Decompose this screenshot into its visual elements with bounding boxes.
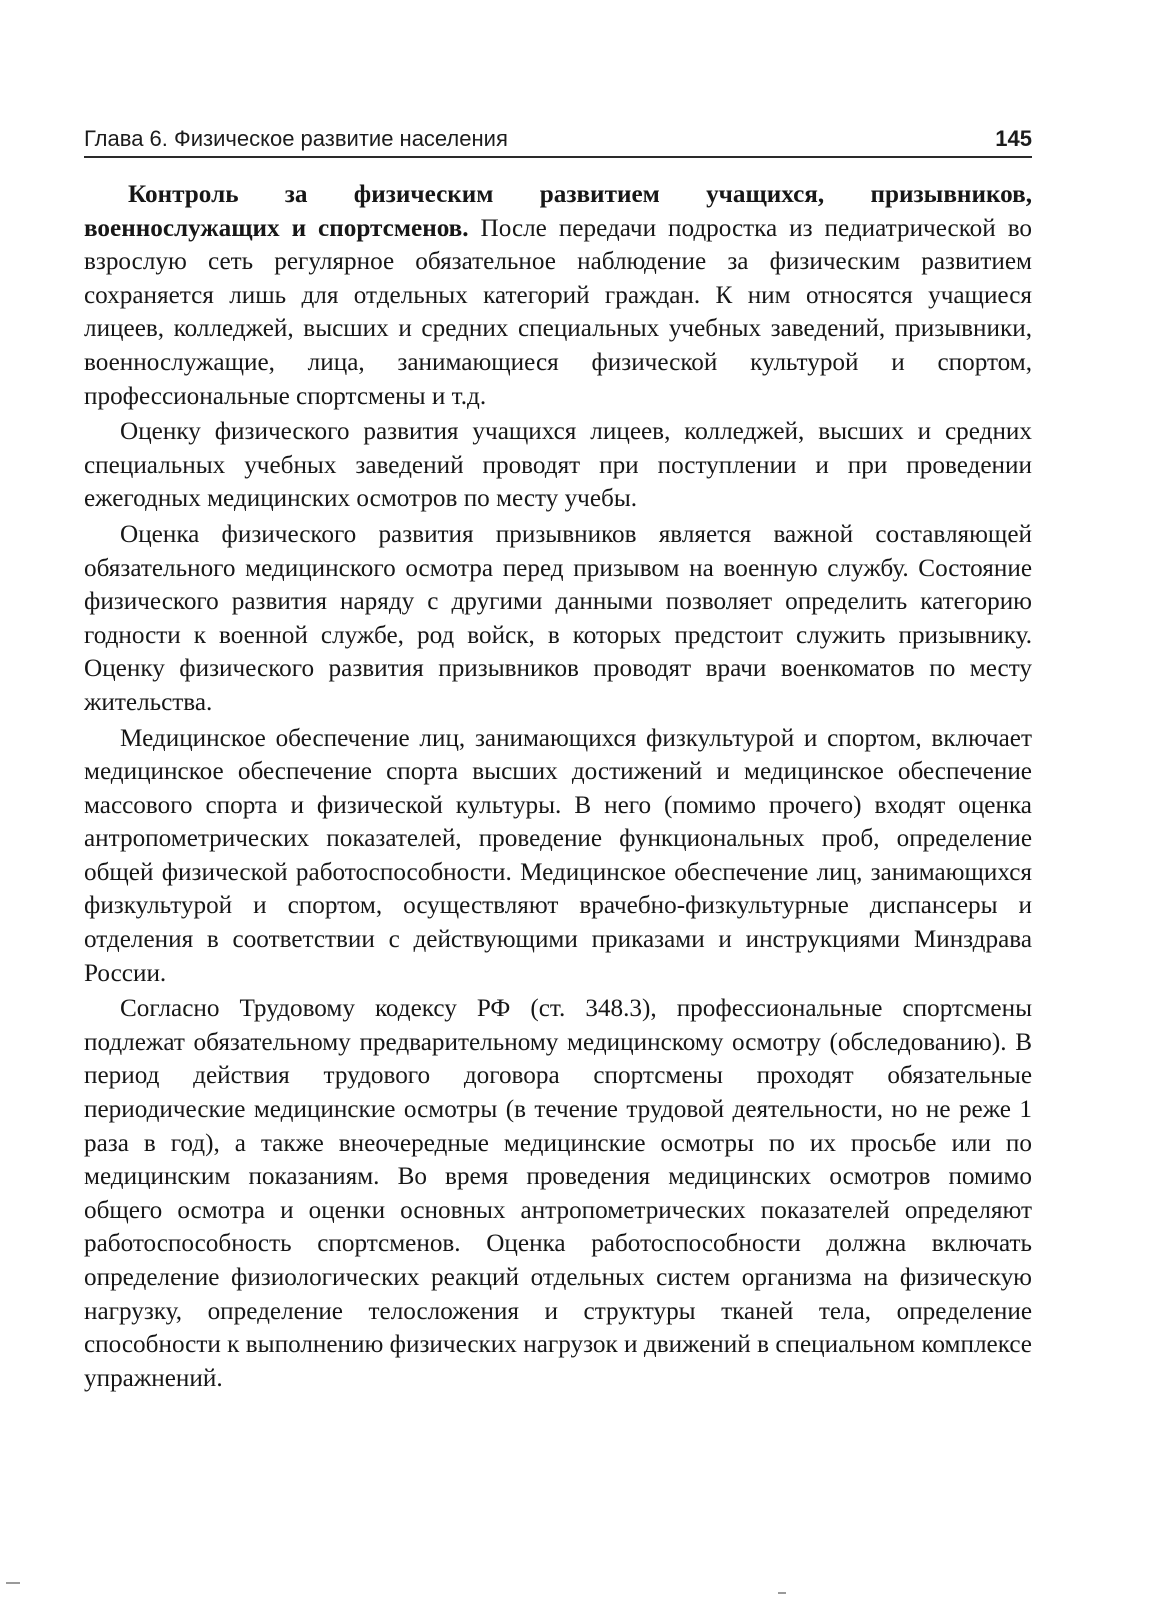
- scan-artifact-mark: [778, 1592, 786, 1594]
- running-header: [84, 124, 1032, 158]
- paragraph-1-text: После передачи подростка из педиатрической во взрослую сеть регулярное обязательное наблюдение за физическим развитием сохраняется лишь для отдельных категорий граждан. К ним относятся учащиеся лицеев, колледжей, высших и средних специальных учебных заведений, призывники, военнослужащие, лица, занимающиеся физической культурой и спортом, профессиональные спортсмены и т.д.: [84, 214, 1033, 410]
- paragraph-1: [84, 178, 1032, 413]
- page-number: 145: [995, 126, 1032, 151]
- scan-artifact-mark: [6, 1582, 20, 1584]
- paragraph-5: Согласно Трудовому кодексу РФ (ст. 348.3), профессиональные спортсмены подлежат обязательному предварительному медицинскому осмотру (обследованию). В период действия трудового договора спортсмены проходят обязательные периодические медицинские осмотры (в течение трудовой деятельности, но не реже 1 раза в год), а также внеочередные медицинские осмотры по их просьбе или по медицинским показаниям. Во время проведения медицинских осмотров помимо общего осмотра и оценки основных антропометрических показателей определяют работоспособность спортсменов. Оценка работоспособности должна включать определение физиологических реакций отдельных систем организма на физическую нагрузку, определение телосложения и структуры тканей тела, определение способности к выполнению физических нагрузок и движений в специальном комплексе упражнений.: [84, 995, 1032, 1392]
- chapter-title: Глава 6. Физическое развитие населения: [84, 126, 508, 151]
- paragraph-run-in-heading: Контроль за физическим развитием учащихся, призывников, военнослужащих и спортсменов.: [84, 181, 1032, 242]
- paragraph-2: Оценку физического развития учащихся лицеев, колледжей, высших и средних специальных учебных заведений проводят при поступлении и при проведении ежегодных медицинских осмотров по месту учебы.: [84, 418, 1032, 513]
- paragraph-3: Оценка физического развития призывников является важной составляющей обязательного медицинского осмотра перед призывом на военную службу. Состояние физического развития наряду с другими данными позволяет определить категорию годности к военной службе, род войск, в которых предстоит служить призывнику. Оценку физического развития призывников проводят врачи военкоматов по месту жительства.: [84, 520, 1032, 716]
- paragraph-4: Медицинское обеспечение лиц, занимающихся физкультурой и спортом, включает медицинское обеспечение спорта высших достижений и медицинское обеспечение массового спорта и физической культуры. В него (помимо прочего) входят оценка антропометрических показателей, проведение функциональных проб, определение общей физической работоспособности. Медицинское обеспечение лиц, занимающихся физкультурой и спортом, осуществляют врачебно-физкультурные диспансеры и отделения в соответствии с действующими приказами и инструкциями Минздрава России.: [84, 724, 1032, 987]
- body-text: [84, 178, 1032, 1397]
